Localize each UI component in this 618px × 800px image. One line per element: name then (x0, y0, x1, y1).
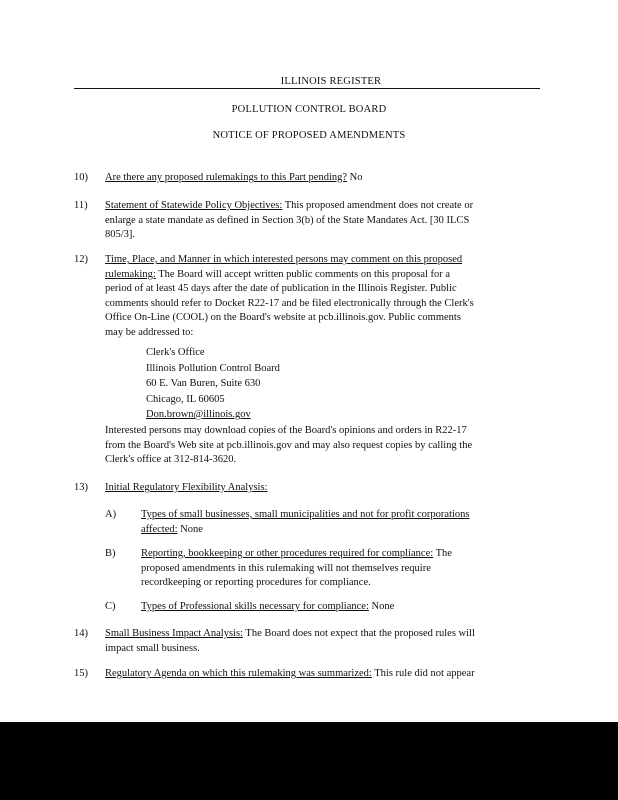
register-title: ILLINOIS REGISTER (280, 76, 382, 87)
scan-black-border (0, 722, 618, 800)
item-number: 15) (74, 668, 88, 679)
item-text: No (349, 172, 363, 183)
clerk-address: Clerk's Office Illinois Pollution Control Board 60 E. Van Buren, Suite 630 Chicago, IL 60605 Don.brown@illinois.gov (146, 346, 280, 424)
item-number: 14) (74, 628, 88, 639)
email-link[interactable]: Don.brown@illinois.gov (146, 409, 251, 420)
item-label: Small Business Impact Analysis: (105, 628, 243, 639)
download-paragraph: Interested persons may download copies of the Board's opinions and orders in R22-17 from the Board's Web site at pcb.illinois.gov and may also request copies by calling the Clerk's office at 312-814-3620. (105, 425, 473, 466)
item-label: Statement of Statewide Policy Objectives: (105, 200, 283, 211)
item-label: Time, Place, and Manner in which interested persons may comment on this proposed (105, 254, 463, 265)
document-page: ILLINOIS REGISTER POLLUTION CONTROL BOARD NOTICE OF PROPOSED AMENDMENTS 10) Are there any proposed rulemakings to this Part pending? No 11) Statement of Statewide Policy Objectives: This proposed amendment does not create or enlarge a state mandate as defined in Section 3(b) of the State Mandates Act. [30 ILCS 805/3]. 12) Time, Place, and Manner in which interested persons may comment on this proposed rulemaking: The Board will accept written public comments on this proposal for a period of at least 45 days after the date of publication in the Illinois Register. Public comments should refer to Docket R22-17 and be filed electronically through the Clerk's Office On-Line (COOL) on the Board's website at pcb.illinois.gov. Public comments may be addressed to: Clerk's Office Illinois Pollution Control Board 60 E. Van Buren, Suite 630 Chicago, IL 60605 Don.brown@illinois.gov Interested persons may download copies of the Board's opinions and orders in R22-17 from the Board's Web site at pcb.illinois.gov and may also request copies by calling the Clerk's office at 312-814-3620. 13) Initial Regulatory Flexibility Analysis: A) Types of small businesses, small municipalities and not for profit corporations affected: None B) Reporting, bookkeeping or other procedures required for compliance: The proposed amendments in this rulemaking will not themselves require recordkeeping or reporting procedures for compliance. C) Types of Professional skills necessary for compliance: None 14) Small Business Impact Analysis: The Board does not expect that the proposed rules will impact small business. 15) Regulatory Agenda on which this rulemaking was summarized: This rule did not appear (0, 0, 618, 800)
header-rule (74, 88, 540, 89)
notice-title: NOTICE OF PROPOSED AMENDMENTS (212, 130, 406, 141)
item-number: 13) (74, 482, 88, 493)
item-label: Initial Regulatory Flexibility Analysis: (105, 482, 268, 493)
item-label: Are there any proposed rulemakings to this Part pending? (105, 172, 348, 183)
board-title: POLLUTION CONTROL BOARD (231, 104, 387, 115)
item-number: 11) (74, 200, 88, 211)
item-number: 12) (74, 254, 88, 265)
item-number: 10) (74, 172, 88, 183)
item-label: Regulatory Agenda on which this rulemaking was summarized: (105, 668, 372, 679)
